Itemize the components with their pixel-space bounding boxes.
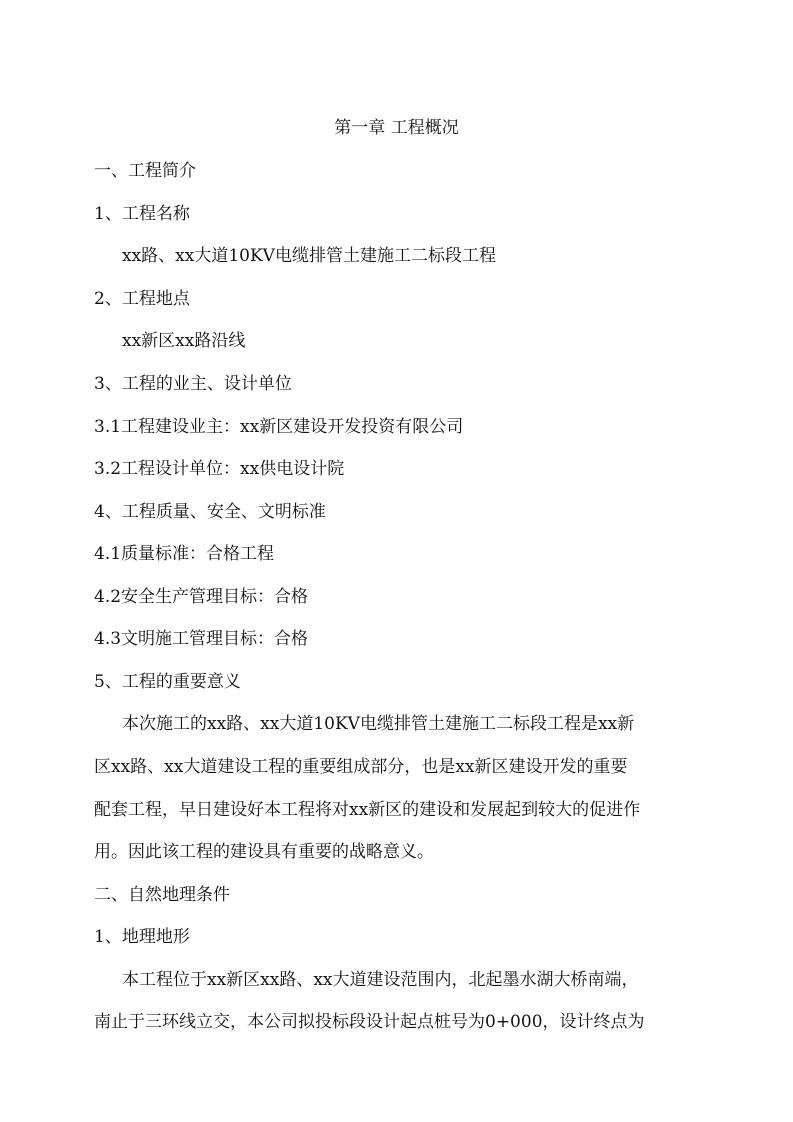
section2-heading: 二、自然地理条件	[94, 885, 230, 905]
project-location: xx新区xx路沿线	[122, 331, 246, 351]
paragraph-line: 本次施工的xx路、xx大道10KV电缆排管土建施工二标段工程是xx新	[122, 714, 635, 734]
paragraph-line: 区xx路、xx大道建设工程的重要组成部分，也是xx新区建设开发的重要	[94, 757, 628, 777]
paragraph-line: 南止于三环线立交，本公司拟投标段设计起点桩号为0+000，设计终点为	[94, 1012, 645, 1032]
project-owner: 3.1工程建设业主：xx新区建设开发投资有限公司	[94, 417, 464, 437]
paragraph-line: 用。因此该工程的建设具有重要的战略意义。	[94, 842, 434, 862]
item5-heading: 5、工程的重要意义	[94, 672, 241, 692]
civilization-target: 4.3文明施工管理目标：合格	[94, 629, 309, 649]
paragraph-line: 配套工程，早日建设好本工程将对xx新区的建设和发展起到较大的促进作	[94, 800, 641, 820]
item1-heading: 1、工程名称	[94, 204, 190, 224]
item2-heading: 2、工程地点	[94, 289, 190, 309]
item4-heading: 4、工程质量、安全、文明标准	[94, 502, 326, 522]
item3-heading: 3、工程的业主、设计单位	[94, 374, 292, 394]
safety-target: 4.2安全生产管理目标：合格	[94, 587, 309, 607]
quality-standard: 4.1质量标准：合格工程	[94, 544, 275, 564]
project-designer: 3.2工程设计单位：xx供电设计院	[94, 459, 345, 479]
paragraph-line: 本工程位于xx新区xx路、xx大道建设范围内，北起墨水湖大桥南端，	[122, 970, 639, 990]
section2-item1-heading: 1、地理地形	[94, 927, 190, 947]
chapter-title: 第一章 工程概况	[334, 118, 459, 138]
project-name: xx路、xx大道10KV电缆排管土建施工二标段工程	[122, 246, 496, 266]
section1-heading: 一、工程简介	[94, 161, 196, 181]
